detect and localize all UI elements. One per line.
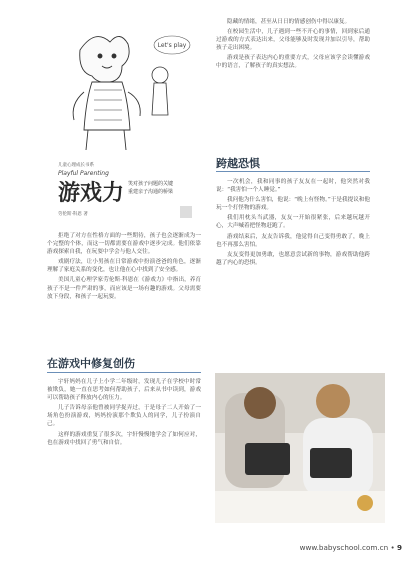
footer-url: www.babyschool.com.cn <box>299 543 389 552</box>
book-subtitle-2: 重建亲子沟通的桥梁 <box>128 189 174 195</box>
publisher-logo-icon <box>180 206 192 218</box>
paragraph: 美国儿童心理学家劳伦斯·科恩在《游戏力》中指出，养育孩子不是一件严肃的事，而应该是一场有趣的游戏。父母需要放下身段，和孩子一起玩耍。 <box>47 277 201 300</box>
tablet-icon <box>310 448 352 478</box>
left-column-text <box>47 232 201 303</box>
section1-text <box>47 378 201 449</box>
paragraph: 戏剧疗法，让小男孩在日常游戏中扮演爸爸的角色，逐渐理解了家庭关系的变化，也让他在心中找到了安全感。 <box>47 259 201 274</box>
paragraph: 隐藏的情绪，甚至从日日的情感创伤中得以康复。 <box>227 19 351 25</box>
speech-bubble-text: Let's play <box>157 42 187 49</box>
paragraph: 游戏结束后，友友告诉我，他觉得自己变得勇敢了，晚上也不再那么害怕。 <box>216 233 370 248</box>
left-margin <box>0 0 36 570</box>
section2-text <box>216 178 370 269</box>
section-heading-repair: 在游戏中修复创伤 <box>47 357 135 370</box>
paragraph: 友友变得更加勇敢，也愿意尝试新的事物，游戏帮助他跨越了内心的恐惧。 <box>216 251 370 266</box>
paragraph: 拒绝了对方在性格方面的一些期待，孩子也会逐渐成为一个完整的个体，而这一切都需要在游戏中逐步完成。他们依靠游戏探索自我，在玩耍中学会与他人交往。 <box>47 233 201 256</box>
paragraph: 一次机会，我和同事的孩子友友在一起时，他突然对我说：“我害怕一个人睡觉。” <box>216 179 370 194</box>
paragraph: 儿子告诉母亲他曾被同学捉弄过，于是母子二人开始了一场角色扮演游戏，妈妈扮演那个欺负人的同学，儿子扮演自己。 <box>47 405 201 428</box>
paragraph: 宇轩妈妈在儿子上小学二年级时，发现儿子在学校中时常被欺负，她一直在思考如何帮助孩子，后来从书中读到，游戏可以帮助孩子释放内心的压力。 <box>47 379 201 402</box>
paragraph: 在校园生活中，儿子遇到一些不开心的事情，回到家后通过游戏的方式表达出来，父母能够及时发现并加以引导，帮助孩子走出困境。 <box>216 29 370 52</box>
book-title-en: Playful Parenting <box>58 170 109 177</box>
child-figure-icon <box>152 67 168 115</box>
paragraph: 我们用枕头当武器，友友一开始很紧张，后来越玩越开心，大声喊着把怪物赶跑了。 <box>216 215 370 230</box>
footer-separator: • <box>390 543 397 552</box>
book-author: 劳伦斯·科恩 著 <box>58 212 88 217</box>
paragraph: 这样的游戏重复了很多次，宇轩慢慢地学会了如何应对，也在游戏中找回了勇气和自信。 <box>47 431 201 446</box>
page-footer <box>300 543 402 552</box>
section-divider <box>47 372 201 373</box>
book-cover-image <box>50 20 200 225</box>
tablet-icon <box>245 443 290 475</box>
paragraph: 游戏是孩子表达内心的重要方式，父母应该学会读懂游戏中的语言，了解孩子的真实想法。 <box>216 55 370 70</box>
book-series: 儿童心理成长书系 <box>58 163 94 168</box>
page-number: 9 <box>396 543 402 552</box>
right-top-text <box>216 18 370 73</box>
paragraph: 我问他为什么害怕，他说：“晚上有怪物。”于是我提议和他玩一个打怪物的游戏。 <box>216 197 370 212</box>
book-subtitle-1: 笑对孩子问题的关键 <box>128 181 174 187</box>
section-divider <box>216 171 370 172</box>
section-heading-fear: 跨越恐惧 <box>216 157 260 170</box>
children-playing-photo <box>215 373 385 523</box>
book-title-cn: 游戏力 <box>58 181 125 206</box>
